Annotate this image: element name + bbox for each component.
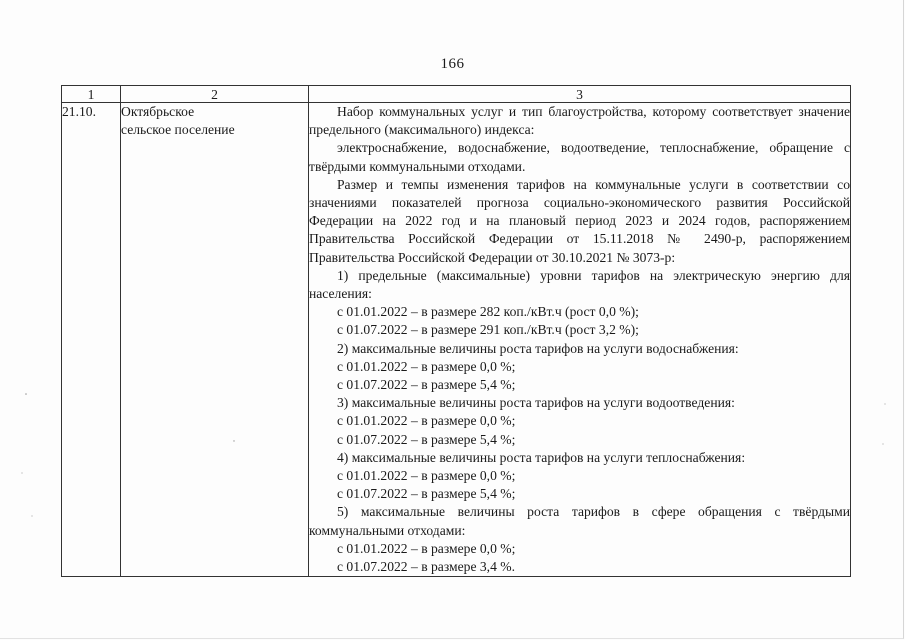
solid-waste-line-1: с 01.01.2022 – в размере 0,0 %; bbox=[337, 540, 516, 556]
column-header-2: 2 bbox=[121, 86, 309, 103]
settlement-name-line-2: сельское поселение bbox=[121, 122, 235, 138]
solid-waste-line-2: с 01.07.2022 – в размере 3,4 %. bbox=[337, 559, 515, 575]
paragraph-utility-list: электроснабжение, водоснабжение, водоотведение, теплоснабжение, обращение с твёрдыми коммунальными отходами. bbox=[309, 140, 850, 174]
column-header-3: 3 bbox=[309, 86, 851, 103]
water-supply-line-2: с 01.07.2022 – в размере 5,4 %; bbox=[337, 377, 516, 393]
heating-line-2: с 01.07.2022 – в размере 5,4 %; bbox=[337, 486, 516, 502]
water-supply-line-1: с 01.01.2022 – в размере 0,0 %; bbox=[337, 358, 516, 374]
sewerage-heading: 3) максимальные величины роста тарифов на услуги водоотведения: bbox=[337, 395, 735, 411]
page-number: 166 bbox=[440, 56, 465, 72]
heating-line-1: с 01.01.2022 – в размере 0,0 %; bbox=[337, 468, 516, 484]
row-number: 21.10. bbox=[62, 103, 121, 577]
electricity-line-2: с 01.07.2022 – в размере 291 коп./кВт.ч (рост 3,2 %); bbox=[337, 322, 639, 338]
sewerage-line-1: с 01.01.2022 – в размере 0,0 %; bbox=[337, 413, 516, 429]
paragraph-tariff-basis: Размер и темпы изменения тарифов на коммунальные услуги в соответствии со значениями показателей прогноза социально-экономического развития Российской Федерации на 2022 год и на плановый период 2023 и 2024 годов, распоряжением Правительства Российской Федерации от 15.11.2018 № 2490-р, распоряжением Правительства Российской Федерации от 30.10.2021 № 3073-р: bbox=[309, 176, 850, 265]
paragraph-utility-set: Набор коммунальных услуг и тип благоустройства, которому соответствует значение предельного (максимального) индекса: bbox=[309, 104, 850, 138]
paragraph-solid-waste: 5) максимальные величины роста тарифов в сфере обращения с твёрдыми коммунальными отходами: bbox=[309, 504, 850, 538]
column-header-1: 1 bbox=[62, 86, 121, 103]
settlement-name-line-1: Октябрьское bbox=[121, 104, 195, 119]
water-supply-heading: 2) максимальные величины роста тарифов на услуги водоснабжения: bbox=[337, 340, 739, 356]
heating-heading: 4) максимальные величины роста тарифов на услуги теплоснабжения: bbox=[337, 449, 746, 465]
sewerage-line-2: с 01.07.2022 – в размере 5,4 %; bbox=[337, 431, 516, 447]
electricity-line-1: с 01.01.2022 – в размере 282 коп./кВт.ч (рост 0,0 %); bbox=[337, 304, 639, 320]
paragraph-electricity: 1) предельные (максимальные) уровни тарифов на электрическую энергию для населения: bbox=[309, 267, 850, 302]
